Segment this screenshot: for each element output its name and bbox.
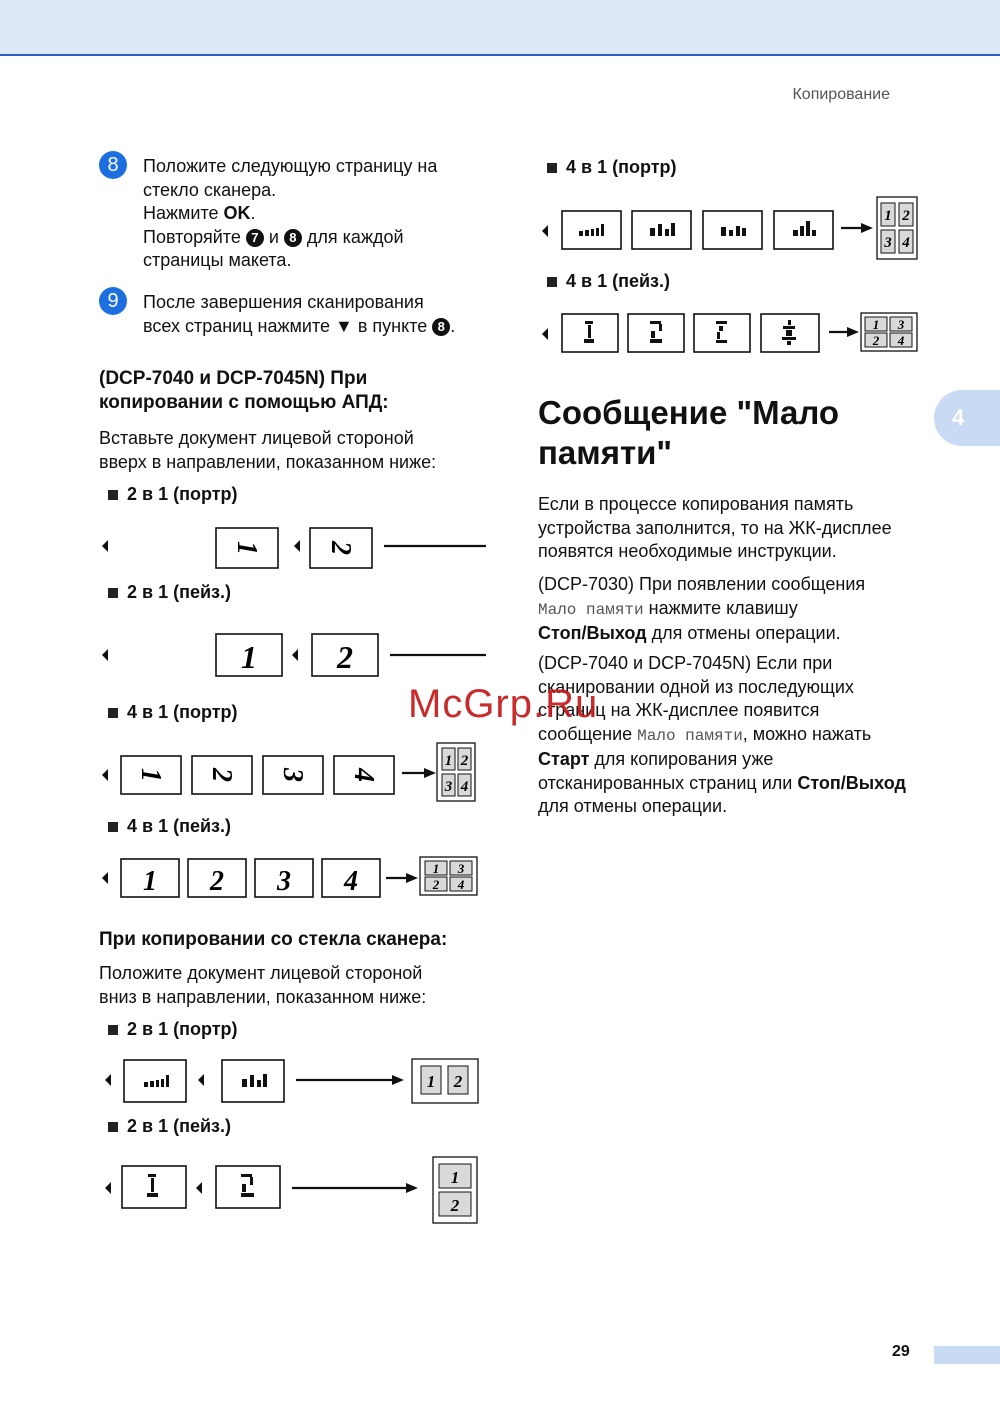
svg-text:2: 2 <box>460 753 469 769</box>
glass-heading: При копировании со стекла сканера: <box>99 929 448 950</box>
svg-text:1: 1 <box>450 1168 460 1187</box>
diagram-adf-2in1-portrait <box>96 520 486 575</box>
bullet-square-icon <box>547 277 557 287</box>
svg-text:3: 3 <box>884 235 892 251</box>
svg-text:3: 3 <box>897 317 905 332</box>
mode-label: 4 в 1 (пейз.) <box>547 271 670 292</box>
svg-text:3: 3 <box>444 779 453 795</box>
svg-text:1: 1 <box>444 753 453 769</box>
diagram-glass-2in1-landscape <box>96 1154 486 1226</box>
adf-heading: (DCP-7040 и DCP-7045N) При копировании с помощью АПД: <box>99 368 389 413</box>
svg-text:4: 4 <box>348 768 379 782</box>
diagram-adf-4in1-portrait <box>96 740 486 805</box>
step-8-press-line: Нажмите OK. <box>143 203 256 223</box>
adf-text: Вставьте документ лицевой стороной вверх в направлении, показанном ниже: <box>99 428 437 472</box>
memory-paragraph-1: Если в процессе копирования память устройства заполнится, то на ЖК-дисплее появятся необходимые инструкции. <box>538 494 892 561</box>
memory-paragraph-2: (DCP-7030) При появлении сообщения Мало памяти нажмите клавишу Стоп/Выход для отмены операции. <box>538 574 866 643</box>
step-8-text <box>143 155 437 273</box>
diagram-glass-2in1-portrait <box>96 1054 486 1109</box>
bullet-square-icon <box>108 1025 118 1035</box>
svg-text:1: 1 <box>426 1072 436 1091</box>
svg-text:4: 4 <box>902 235 910 251</box>
ok-key: OK <box>223 203 251 223</box>
lcd-message: Мало памяти <box>637 726 743 745</box>
watermark: McGrp.Ru <box>408 682 599 726</box>
bullet-square-icon <box>108 708 118 718</box>
header-band <box>0 0 1000 56</box>
section-title: Сообщение "Мало памяти" <box>538 394 840 471</box>
down-arrow-icon: ▼ <box>335 315 353 336</box>
step-8-line: страницы макета. <box>143 250 292 270</box>
running-header: Копирование <box>792 86 890 103</box>
glass-text: Положите документ лицевой стороной вниз в направлении, показанном ниже: <box>99 963 427 1007</box>
svg-text:1: 1 <box>231 541 262 555</box>
step-ref-8: 8 <box>284 229 302 247</box>
mode-label: 2 в 1 (пейз.) <box>108 1116 231 1137</box>
svg-text:1: 1 <box>143 866 157 897</box>
chapter-tab: 4 <box>934 390 1000 446</box>
bullet-square-icon <box>108 1122 118 1132</box>
stop-exit-key: Стоп/Выход <box>538 623 647 643</box>
svg-text:4: 4 <box>460 779 469 795</box>
svg-text:2: 2 <box>450 1196 460 1215</box>
svg-text:3: 3 <box>457 861 465 876</box>
step-9-line: всех страниц нажмите ▼ в пункте 8 . <box>143 315 456 336</box>
bullet-square-icon <box>108 588 118 598</box>
diagram-glass-4in1-landscape <box>537 308 927 360</box>
step-8-line: Положите следующую страницу на <box>143 156 438 176</box>
mode-label: 2 в 1 (пейз.) <box>108 582 231 603</box>
diagram-glass-4in1-portrait <box>537 193 927 265</box>
svg-text:3: 3 <box>277 866 291 897</box>
svg-text:3: 3 <box>277 768 308 782</box>
svg-text:1: 1 <box>884 208 892 224</box>
svg-text:4: 4 <box>457 877 465 892</box>
svg-text:2: 2 <box>337 639 353 675</box>
svg-text:1: 1 <box>432 861 440 876</box>
svg-text:1: 1 <box>872 317 880 332</box>
svg-text:4: 4 <box>897 333 905 348</box>
lcd-message: Мало памяти <box>538 600 644 619</box>
step-8-line: стекло сканера. <box>143 179 277 200</box>
mode-label: 4 в 1 (портр) <box>547 157 677 178</box>
step-9-text <box>143 291 455 338</box>
step-8-badge: 8 <box>99 151 127 179</box>
svg-text:2: 2 <box>453 1072 463 1091</box>
svg-text:2: 2 <box>872 333 880 348</box>
mode-label: 2 в 1 (портр) <box>108 1019 238 1040</box>
svg-text:1: 1 <box>135 768 166 782</box>
step-9-line: После завершения сканирования <box>143 292 424 312</box>
diagram-adf-4in1-landscape <box>96 852 486 902</box>
step-ref-8: 8 <box>432 318 450 336</box>
svg-text:4: 4 <box>344 866 358 897</box>
svg-text:2: 2 <box>325 541 356 555</box>
svg-text:2: 2 <box>432 877 440 892</box>
bullet-square-icon <box>108 822 118 832</box>
bullet-square-icon <box>547 163 557 173</box>
bullet-square-icon <box>108 490 118 500</box>
start-key: Старт <box>538 749 590 769</box>
stop-exit-key: Стоп/Выход <box>797 772 906 793</box>
step-8-repeat-line: Повторяйте 7 и 8 для каждой <box>143 226 404 247</box>
svg-text:2: 2 <box>210 866 224 897</box>
mode-label: 4 в 1 (пейз.) <box>108 816 231 837</box>
mode-label: 4 в 1 (портр) <box>108 702 238 723</box>
svg-text:2: 2 <box>206 768 237 782</box>
page-number: 29 <box>892 1343 910 1360</box>
memory-paragraph-3: (DCP-7040 и DCP-7045N) Если при сканировании одной из последующих страниц на ЖК-дисплее появится сообщение Мало памяти, можно нажать Старт для копирования уже отсканированных страниц или Стоп/Выход для отмены операции. <box>538 653 906 816</box>
mode-label: 2 в 1 (портр) <box>108 484 238 505</box>
svg-text:1: 1 <box>241 639 257 675</box>
svg-text:2: 2 <box>902 208 910 224</box>
step-ref-7: 7 <box>246 229 264 247</box>
step-9-badge: 9 <box>99 287 127 315</box>
footer-band <box>934 1346 1000 1364</box>
